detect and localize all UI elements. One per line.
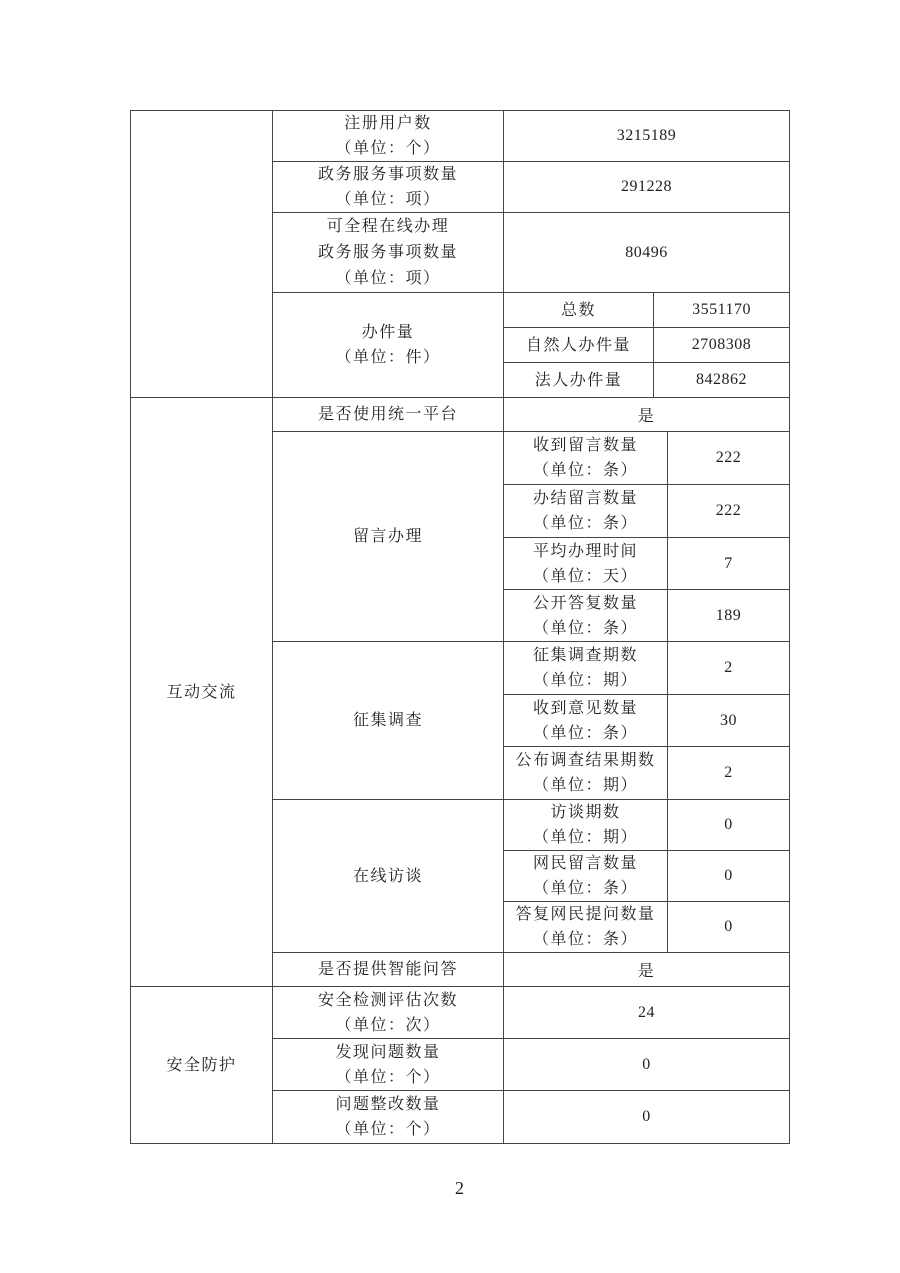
unit-text: （单位：项） <box>335 269 441 287</box>
table-row <box>131 398 790 432</box>
unit-text: （单位：个） <box>335 1121 441 1138</box>
unit-text: （单位：条） <box>532 724 638 742</box>
value-smart-qa: 是 <box>504 953 790 987</box>
row-label-online-service-items <box>273 213 504 293</box>
sublabel-messages-completed <box>504 485 668 538</box>
sublabel-public-replies <box>504 590 668 642</box>
value-problems-fixed: 0 <box>504 1091 790 1144</box>
report-table <box>130 110 790 1144</box>
unit-text: （单位：条） <box>532 880 638 897</box>
unit-text: （单位：期） <box>532 672 638 689</box>
unit-text: （单位：个） <box>335 1068 441 1086</box>
sublabel-survey-results <box>504 747 668 800</box>
unit-text: （单位：条） <box>532 619 638 637</box>
value-interview-periods: 0 <box>668 800 790 851</box>
value-survey-periods: 2 <box>668 642 790 695</box>
value-interview-replies: 0 <box>668 902 790 953</box>
label-text: 访谈期数 <box>550 804 621 821</box>
sublabel-survey-opinions <box>504 695 668 747</box>
unit-text: （单位：件） <box>335 349 441 366</box>
unit-text: （单位：期） <box>532 829 638 846</box>
value-cases-natural-person: 2708308 <box>654 328 790 363</box>
sublabel-cases-total: 总数 <box>504 293 654 328</box>
unit-text: （单位：条） <box>532 515 638 532</box>
value-messages-received: 222 <box>668 432 790 485</box>
unit-text: （单位：个） <box>335 140 441 157</box>
label-text: 收到留言数量 <box>532 437 638 454</box>
label-text: 平均办理时间 <box>532 542 638 560</box>
label-text: 安全检测评估次数 <box>317 991 458 1009</box>
sublabel-messages-received <box>504 432 668 485</box>
row-label-assessments <box>273 987 504 1039</box>
label-text: 注册用户数 <box>344 115 432 132</box>
label-text: 政务服务事项数量 <box>317 166 458 183</box>
label-text: 公布调查结果期数 <box>515 752 656 769</box>
value-public-replies: 189 <box>668 590 790 642</box>
unit-text: （单位：次） <box>335 1016 441 1034</box>
label-text: 收到意见数量 <box>532 699 638 717</box>
value-service-items: 291228 <box>504 162 790 213</box>
value-registered-users: 3215189 <box>504 111 790 162</box>
unit-text: （单位：天） <box>532 567 638 585</box>
row-label-interview: 在线访谈 <box>273 800 504 953</box>
value-problems-found: 0 <box>504 1039 790 1091</box>
label-text: 办结留言数量 <box>532 490 638 507</box>
page-number: 2 <box>455 1178 464 1198</box>
sublabel-average-handling-time <box>504 538 668 590</box>
sublabel-interview-messages <box>504 851 668 902</box>
value-interview-messages: 0 <box>668 851 790 902</box>
label-text: 办件量 <box>361 324 415 341</box>
label-text-line1: 可全程在线办理 <box>326 217 450 235</box>
group-cell-security: 安全防护 <box>131 987 273 1144</box>
row-label-unified-platform: 是否使用统一平台 <box>273 398 504 432</box>
label-text-line2: 政务服务事项数量 <box>317 243 458 261</box>
label-text: 征集调查期数 <box>532 647 638 664</box>
value-survey-opinions: 30 <box>668 695 790 747</box>
sublabel-survey-periods <box>504 642 668 695</box>
unit-text: （单位：项） <box>335 191 441 208</box>
sublabel-cases-natural-person: 自然人办件量 <box>504 328 654 363</box>
unit-text: （单位：期） <box>532 777 638 794</box>
row-label-service-items <box>273 162 504 213</box>
row-label-cases <box>273 293 504 398</box>
value-unified-platform: 是 <box>504 398 790 432</box>
row-label-message-handling: 留言办理 <box>273 432 504 642</box>
sublabel-interview-replies <box>504 902 668 953</box>
value-online-service-items: 80496 <box>504 213 790 293</box>
value-messages-completed: 222 <box>668 485 790 538</box>
row-label-registered-users <box>273 111 504 162</box>
value-average-handling-time: 7 <box>668 538 790 590</box>
value-cases-legal-person: 842862 <box>654 363 790 398</box>
group-cell-blank <box>131 111 273 398</box>
table-row <box>131 987 790 1039</box>
unit-text: （单位：条） <box>532 462 638 479</box>
label-text: 公开答复数量 <box>532 594 638 612</box>
value-cases-total: 3551170 <box>654 293 790 328</box>
table-row <box>131 111 790 162</box>
label-text: 答复网民提问数量 <box>515 906 656 923</box>
sublabel-cases-legal-person: 法人办件量 <box>504 363 654 398</box>
label-text: 问题整改数量 <box>335 1096 441 1113</box>
label-text: 网民留言数量 <box>532 855 638 872</box>
label-text: 发现问题数量 <box>335 1043 441 1061</box>
value-assessments: 24 <box>504 987 790 1039</box>
sublabel-interview-periods <box>504 800 668 851</box>
row-label-survey: 征集调查 <box>273 642 504 800</box>
row-label-smart-qa: 是否提供智能问答 <box>273 953 504 987</box>
row-label-problems-found <box>273 1039 504 1091</box>
row-label-problems-fixed <box>273 1091 504 1144</box>
value-survey-results: 2 <box>668 747 790 800</box>
unit-text: （单位：条） <box>532 931 638 948</box>
group-cell-interaction: 互动交流 <box>131 398 273 987</box>
